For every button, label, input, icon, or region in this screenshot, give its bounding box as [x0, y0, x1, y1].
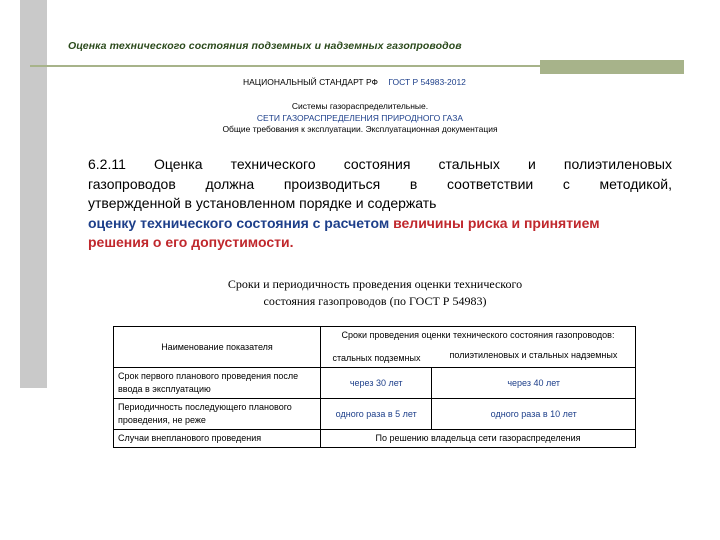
standard-line-1: Системы газораспределительные.	[291, 101, 429, 111]
row-label: Случаи внепланового проведения	[114, 430, 321, 448]
standard-subtitle	[0, 101, 720, 136]
cell-poly: через 40 лет	[432, 368, 636, 399]
header-steel: стальных подземных	[321, 344, 432, 368]
header-name: Наименование показателя	[114, 327, 321, 368]
decorative-side-bar	[20, 0, 47, 388]
table-caption	[0, 276, 720, 310]
cell-steel: одного раза в 5 лет	[321, 399, 432, 430]
clause-line-1: 6.2.11 Оценка технического состояния стальных и полиэтиленовых	[88, 156, 672, 172]
standard-line-2: СЕТИ ГАЗОРАСПРЕДЕЛЕНИЯ ПРИРОДНОГО ГАЗА	[256, 112, 464, 123]
standard-code: ГОСТ Р 54983-2012	[388, 77, 466, 87]
clause-paragraph	[88, 155, 672, 253]
table-row	[114, 368, 636, 399]
table-row	[114, 399, 636, 430]
standard-header	[243, 77, 466, 87]
standard-line-3: Общие требования к эксплуатации. Эксплуатационная документация	[222, 124, 498, 134]
clause-line-5: решения о его допустимости.	[88, 234, 294, 250]
table-header-row	[114, 327, 636, 345]
cell-steel: через 30 лет	[321, 368, 432, 399]
assessment-table	[113, 326, 636, 448]
title-rule	[30, 65, 542, 67]
clause-line-3: утвержденной в установленном порядке и содержать	[88, 195, 437, 211]
clause-line-4	[88, 214, 672, 234]
header-group: Сроки проведения оценки технического состояния газопроводов:	[321, 327, 636, 345]
caption-line-2: состояния газопроводов (по ГОСТ Р 54983)	[263, 294, 487, 308]
row-label: Срок первого планового проведения после ввода в эксплуатацию	[114, 368, 321, 399]
header-poly: полиэтиленовых и стальных надземных	[432, 344, 636, 368]
clause-highlight-blue: оценку технического состояния с расчетом	[88, 214, 390, 231]
caption-line-1: Сроки и периодичность проведения оценки технического	[227, 277, 523, 291]
clause-highlight-red: величины риска и принятием	[393, 214, 600, 231]
clause-line-2: газопроводов должна производиться в соответствии с методикой,	[88, 175, 672, 192]
slide-title: Оценка технического состояния подземных и надземных газопроводов	[68, 40, 462, 52]
title-rule-block	[540, 60, 684, 74]
cell-poly: одного раза в 10 лет	[432, 399, 636, 430]
standard-label: НАЦИОНАЛЬНЫЙ СТАНДАРТ РФ	[243, 77, 378, 87]
row-label: Периодичность последующего планового проведения, не реже	[114, 399, 321, 430]
table-row	[114, 430, 636, 448]
cell-merged: По решению владельца сети газораспределения	[321, 430, 636, 448]
